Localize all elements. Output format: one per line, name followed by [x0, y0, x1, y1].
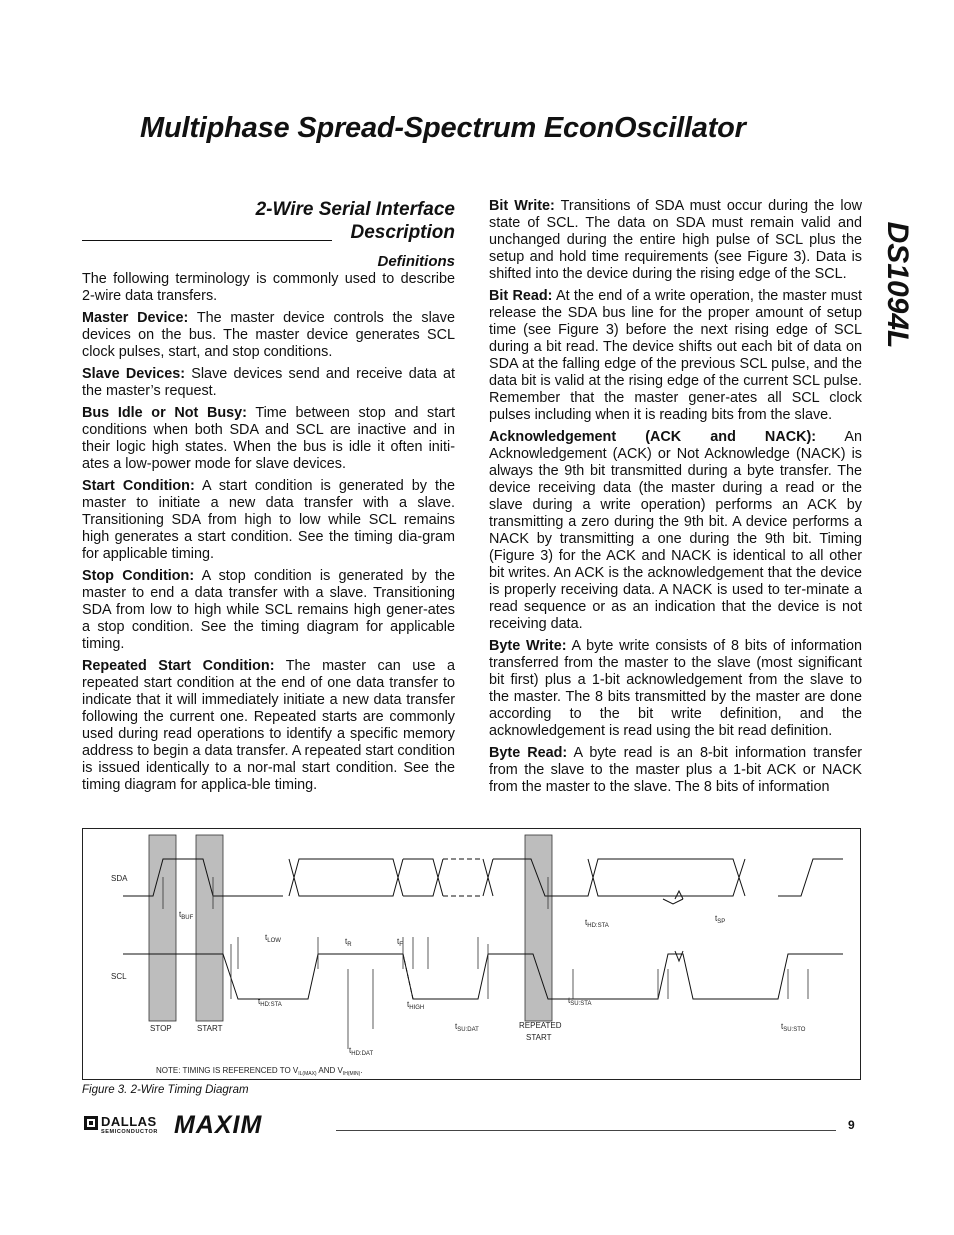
t-hd-dat-label: $t_{HD:DAT}$	[349, 1046, 374, 1057]
footer-rule	[336, 1130, 836, 1131]
definition-slave-devices: Slave devices send and receive data at the master’s request.	[82, 366, 455, 399]
t-hd-sta-label-2: $t_{HD:STA}$	[585, 918, 609, 929]
left-column	[82, 271, 455, 799]
definition-byte-write: A byte write consists of 8 bits of information transferred from the master to the slave (most significant bit first) plus a 1-bit acknowledgement from the slave to the master. The 8 bits transmitted by the master are done according to the bit write definition, and the acknowledgement is read using the bit read definition.	[489, 638, 862, 739]
heading-rule	[82, 240, 332, 241]
term-byte-write: Byte Write:	[489, 638, 567, 654]
side-part-number	[852, 205, 942, 365]
sda-label: SDA	[111, 874, 128, 883]
term-start-condition: Start Condition:	[82, 478, 195, 494]
definition-bit-read: At the end of a write operation, the master must release the SDA bus line for the proper amount of setup time (see Figure 3) before the next rising edge of SCL during a bit read. The device shifts out each bit of data on SDA at the falling edge of the previous SCL pulse, and the data bit is valid at the rising edge of the current SCL pulse. Remember that the master gener-ates all SCL clock pulses including when it is reading bits from the slave.	[489, 288, 862, 423]
timing-note: NOTE: TIMING IS REFERENCED TO $V_{IL(MAX)}$ AND $V_{IH(MIN)}$.	[156, 1066, 363, 1077]
timing-diagram-figure	[82, 828, 861, 1080]
paragraph-stop-condition	[82, 568, 455, 653]
definitions-subheading: Definitions	[377, 253, 455, 270]
paragraph-bus-idle	[82, 405, 455, 473]
dallas-wordmark: DALLAS	[101, 1114, 157, 1129]
paragraph-bit-write	[489, 198, 862, 283]
page-title: Multiphase Spread-Spectrum EconOscillator	[140, 112, 746, 144]
t-buf-label: $t_{BUF}$	[179, 910, 194, 921]
paragraph-repeated-start	[82, 658, 455, 794]
maxim-logo	[174, 1111, 326, 1139]
paragraph-byte-read	[489, 745, 862, 796]
term-acknowledgement: Acknowledgement (ACK and NACK):	[489, 429, 817, 445]
term-bus-idle: Bus Idle or Not Busy:	[82, 405, 247, 421]
section-heading-line-2: Description	[350, 222, 455, 243]
term-repeated-start: Repeated Start Condition:	[82, 658, 275, 674]
intro-text: The following terminology is commonly used to describe 2-wire data transfers.	[82, 271, 455, 304]
definition-master-device: The master device controls the slave devices on the bus. The master device generates SCL clock pulses, start, and stop conditions.	[82, 310, 455, 360]
t-low-label: $t_{LOW}$	[265, 933, 281, 944]
page-number: 9	[848, 1118, 855, 1132]
figure-caption: Figure 3. 2-Wire Timing Diagram	[82, 1084, 249, 1096]
term-bit-write: Bit Write:	[489, 198, 555, 214]
definition-start-condition: A start condition is generated by the master to initiate a new data transfer with a slave. Transitioning SDA from high to low while SCL remains high generates a start condition. See the timing dia-gram for applicable timing.	[82, 478, 455, 562]
section-heading	[82, 198, 455, 244]
repeated-start-label: START	[526, 1033, 552, 1042]
term-slave-devices: Slave Devices:	[82, 366, 186, 382]
t-su-sto-label: $t_{SU:STO}$	[781, 1022, 806, 1033]
repeated-label: REPEATED	[519, 1021, 562, 1030]
paragraph-acknowledgement	[489, 429, 862, 633]
paragraph-intro	[82, 271, 455, 305]
sda-waveform	[123, 859, 843, 904]
definition-bus-idle: Time between stop and start conditions when both SDA and SCL are inactive and in their logic high states. When the bus is idle it often initi-ates a low-power mode for slave devices.	[82, 405, 455, 472]
start-condition-bar	[196, 835, 223, 1021]
term-bit-read: Bit Read:	[489, 288, 553, 304]
t-su-sta-label: $t_{SU:STA}$	[568, 996, 592, 1007]
definition-acknowledgement: An Acknowledgement (ACK) or Not Acknowledge (NACK) is always the 9th bit transmitted during a byte transfer. The device receiving data (the master during a read or the slave during a write operation) performs an ACK by transmitting a zero during the 9th bit. A device performs a NACK by transmitting a one during the 9th bit. Timing (Figure 3) for the ACK and NACK is identical to all other bit writes. An ACK is the acknowledgement that the device is properly receiving data. A NACK is used to ter-minate a read sequence or as an indication that the device is not receiving data.	[489, 429, 862, 632]
term-byte-read: Byte Read:	[489, 745, 568, 761]
dallas-semiconductor-logo	[84, 1114, 172, 1138]
definition-byte-read: A byte read is an 8-bit information transfer from the slave to the master plus a 1-bit ACK or NACK from the master to the slave. The 8 bits of information	[489, 745, 863, 795]
paragraph-master-device	[82, 310, 455, 361]
definition-stop-condition: A stop condition is generated by the master to end a data transfer with a slave. Transitioning SDA from low to high while SCL remains high gener-ates a stop condition. See the timing diagram for applicable timing.	[82, 568, 455, 652]
term-stop-condition: Stop Condition:	[82, 568, 195, 584]
paragraph-bit-read	[489, 288, 862, 424]
dallas-mark-icon	[84, 1116, 98, 1130]
definition-repeated-start: The master can use a repeated start condition at the end of one data transfer to indicate that it will immediately initiate a new data transfer following the current one. Repeated starts are commonly used during read operations to identify a specific memory address to begin a data transfer. A repeated start condition is issued identically to a nor-mal start condition. See the timing diagram for applica-ble timing.	[82, 658, 455, 793]
stop-condition-bar	[149, 835, 176, 1021]
dallas-subwordmark: SEMICONDUCTOR	[101, 1129, 158, 1135]
t-f-label: $t_F$	[397, 937, 403, 948]
paragraph-start-condition	[82, 478, 455, 563]
t-sp-label: $t_{SP}$	[715, 914, 726, 925]
right-column	[489, 198, 862, 801]
part-number-label: DS1094L	[881, 221, 914, 349]
definition-bit-write: Transitions of SDA must occur during the low state of SCL. The data on SDA must remain valid and unchanged during the entire high pulse of SCL plus the setup and hold time requirements (see Figure 3). Data is shifted into the device during the rising edge of the SCL.	[489, 198, 862, 282]
section-heading-line-1: 2-Wire Serial Interface	[255, 199, 455, 220]
maxim-wordmark: MAXIM	[174, 1111, 263, 1139]
stop-label: STOP	[150, 1024, 172, 1033]
timing-diagram	[83, 829, 862, 1081]
t-hd-sta-label-1: $t_{HD:STA}$	[258, 997, 282, 1008]
paragraph-slave-devices	[82, 366, 455, 400]
repeated-start-bar	[525, 835, 552, 1021]
scl-label: SCL	[111, 972, 127, 981]
t-high-label: $t_{HIGH}$	[407, 1000, 425, 1011]
t-r-label: $t_R$	[345, 937, 352, 948]
start-label: START	[197, 1024, 223, 1033]
t-su-dat-label: $t_{SU:DAT}$	[455, 1022, 479, 1033]
term-master-device: Master Device:	[82, 310, 189, 326]
paragraph-byte-write	[489, 638, 862, 740]
